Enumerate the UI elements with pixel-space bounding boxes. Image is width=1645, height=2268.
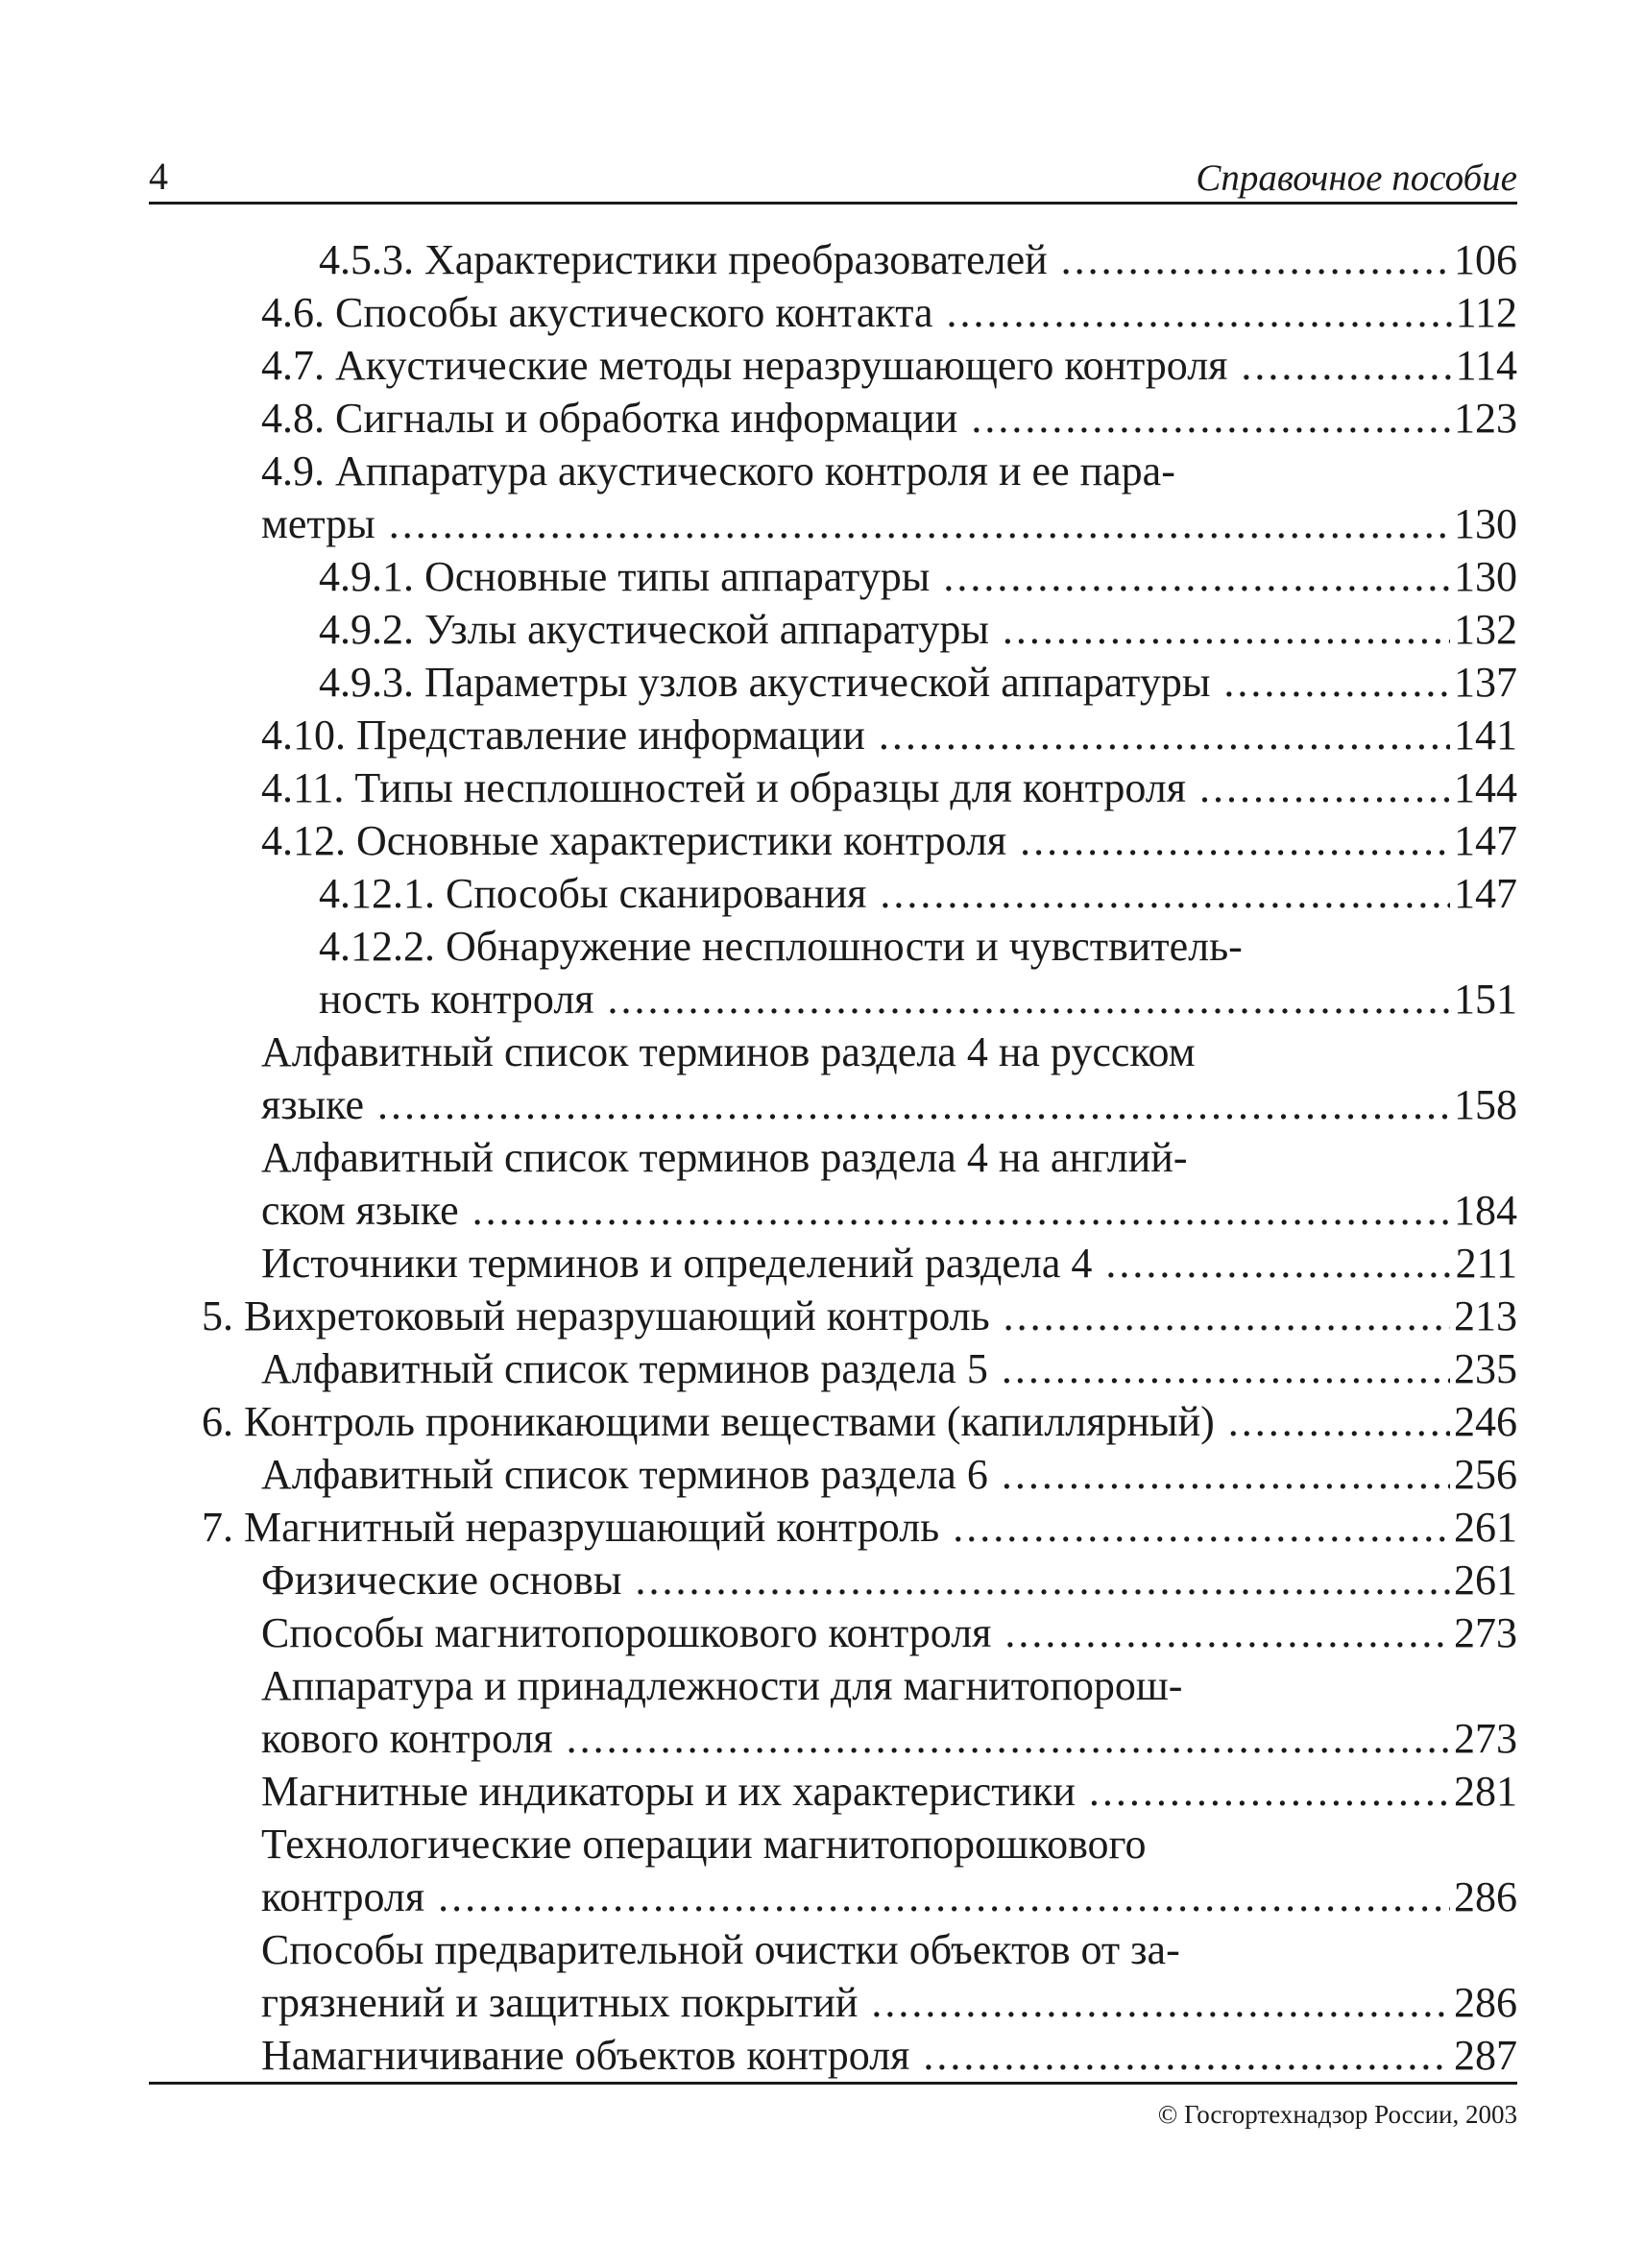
toc-page-number: 112 [1455,289,1517,336]
toc-page-number: 211 [1455,1240,1517,1287]
toc-entry-line [261,392,1517,445]
toc-entry-title-line: 4.5.3. Характеристики преобразователей [319,236,1048,283]
toc-entry [202,233,1517,286]
toc-entry-line [319,603,1517,656]
dot-leader [1002,1342,1450,1395]
toc-entry-title-line: 4.11. Типы несплошностей и образцы для контроля [261,764,1186,811]
dot-leader [1004,1290,1450,1342]
dot-leader [943,550,1450,603]
toc-entry [202,1923,1517,2029]
toc-entry-title-line: ность контроля [319,976,594,1023]
toc-entry [202,1448,1517,1501]
toc-entry-title-line: контроля [261,1873,425,1920]
toc-page-number: 106 [1454,236,1517,283]
toc-entry-title-line: 4.6. Способы акустического контакта [261,289,933,336]
toc-entry-title-line: Технологические операции магнитопорошкового [261,1821,1147,1868]
toc-page-number: 141 [1454,712,1517,759]
dot-leader [567,1712,1450,1765]
dot-leader [1003,603,1450,656]
dot-leader [923,2029,1450,2082]
toc-page-number: 261 [1454,1504,1517,1551]
toc-entry-title-line: Алфавитный список терминов раздела 4 на англий- [261,1134,1188,1181]
toc-page-number: 286 [1454,1979,1517,2026]
dot-leader [1223,656,1450,709]
toc-entry-line [261,709,1517,761]
toc-entry [202,445,1517,550]
dot-leader [1004,1606,1450,1659]
toc-page-number: 287 [1454,2032,1517,2079]
toc-page-number: 130 [1454,500,1517,547]
toc-entry [202,1290,1517,1342]
dot-leader [1105,1237,1451,1290]
toc-entry-line [261,2029,1517,2082]
dot-leader [947,286,1452,339]
toc-entry-title-line: 4.9.1. Основные типы аппаратуры [319,553,931,600]
toc-page-number: 132 [1454,606,1517,653]
toc-entry-line [261,1712,1517,1765]
toc-entry-title-line: Магнитные индикаторы и их характеристики [261,1768,1076,1815]
toc-page-number: 281 [1454,1768,1517,1815]
toc-page-number: 286 [1454,1873,1517,1920]
running-title: Справочное пособие [1196,157,1517,199]
toc-entry [202,867,1517,920]
toc-entry-title-line: 4.9. Аппаратура акустического контроля и ее пара- [261,447,1175,495]
toc-entry [202,1765,1517,1818]
dot-leader [1061,233,1450,286]
toc-page-number: 137 [1454,659,1517,706]
toc-entry-line [319,550,1517,603]
toc-entry-line [261,761,1517,814]
page-header [149,156,1517,205]
toc-entry-title-line: метры [261,500,375,547]
toc-entry-title-line: 4.9.2. Узлы акустической аппаратуры [319,606,989,653]
toc-entry-title-line: 4.12. Основные характеристики контроля [261,817,1007,864]
toc-page-number: 256 [1454,1451,1517,1498]
toc-entry-title-line: 5. Вихретоковый неразрушающий контроль [202,1292,990,1339]
toc-entry [202,709,1517,761]
toc-entry-line [261,1448,1517,1501]
toc-entry-title-line: Способы предварительной очистки объектов от за- [261,1926,1180,1973]
toc-page-number: 123 [1454,395,1517,442]
toc-entry [202,286,1517,339]
page-footer [149,2082,1517,2129]
toc-entry-line [202,1395,1517,1448]
toc-entry-line [261,1342,1517,1395]
toc-page-number: 246 [1454,1398,1517,1445]
toc-entry-line [202,1290,1517,1342]
toc-entry-title-line: 4.9.3. Параметры узлов акустической аппаратуры [319,659,1211,706]
toc-entry-title-line: кового контроля [261,1715,553,1762]
toc-entry [202,392,1517,445]
toc-entry [202,1342,1517,1395]
dot-leader [377,1078,1450,1131]
toc-page-number: 147 [1454,870,1517,917]
toc-entry-title-line: 6. Контроль проникающими веществами (капиллярный) [202,1398,1215,1445]
toc-entry [202,339,1517,392]
toc-entry-line [261,1606,1517,1659]
toc-page-number: 235 [1454,1345,1517,1392]
dot-leader [879,709,1450,761]
toc-page-number: 114 [1455,342,1517,389]
toc-entry-title-line: Способы магнитопорошкового контроля [261,1609,992,1656]
toc-entry-line [319,867,1517,920]
toc-entry [202,2029,1517,2082]
dot-leader [953,1501,1450,1554]
toc-entry-title-line: Физические основы [261,1556,622,1604]
dot-leader [1089,1765,1450,1818]
toc-entry [202,1501,1517,1554]
toc-page-number: 213 [1454,1292,1517,1339]
toc-entry [202,1395,1517,1448]
toc-entry-title-line: 4.12.2. Обнаружение несплошности и чувствитель- [319,923,1243,970]
toc-page-number: 144 [1454,764,1517,811]
toc-entry-title-line: 4.8. Сигналы и обработка информации [261,395,958,442]
page-number: 4 [149,155,168,198]
toc-entry-line [261,1554,1517,1606]
toc-entry-title-line: Алфавитный список терминов раздела 4 на русском [261,1028,1196,1075]
dot-leader [1002,1448,1450,1501]
dot-leader [472,1184,1450,1237]
dot-leader [1020,814,1450,867]
dot-leader [971,392,1450,445]
toc-entry-title-line: Аппаратура и принадлежности для магнитопорош- [261,1662,1183,1709]
toc-entry [202,1606,1517,1659]
toc-entry-title-line: грязнений и защитных покрытий [261,1979,859,2026]
toc-entry-title-line: 4.12.1. Способы сканирования [319,870,867,917]
toc-entry-line [319,233,1517,286]
dot-leader [438,1870,1450,1923]
toc-entry-line [261,1765,1517,1818]
toc-entry-line [261,339,1517,392]
toc-entry-title-line: 4.7. Акустические методы неразрушающего контроля [261,342,1228,389]
toc-entry [202,920,1517,1025]
table-of-contents [202,233,1517,2082]
toc-entry-title-line: 4.10. Представление информации [261,712,865,759]
dot-leader [635,1554,1450,1606]
toc-entry-line [319,656,1517,709]
toc-entry-title-line: 7. Магнитный неразрушающий контроль [202,1504,940,1551]
toc-page-number: 130 [1454,553,1517,600]
toc-page-number: 184 [1454,1187,1517,1234]
toc-entry [202,761,1517,814]
toc-entry-line [319,973,1517,1025]
toc-entry-line [261,1870,1517,1923]
toc-entry-line [261,286,1517,339]
toc-entry-line [261,1237,1517,1290]
toc-page-number: 273 [1454,1609,1517,1656]
toc-entry-title-line: языке [261,1081,364,1128]
toc-entry-line [261,1078,1517,1131]
toc-entry [202,603,1517,656]
toc-entry [202,550,1517,603]
copyright-notice: © Госгортехнадзор России, 2003 [1157,2100,1517,2129]
toc-entry-line [261,814,1517,867]
dot-leader [1241,339,1451,392]
toc-entry-title-line: Намагничивание объектов контроля [261,2032,910,2079]
toc-entry [202,656,1517,709]
dot-leader [1199,761,1450,814]
toc-entry-line [261,1184,1517,1237]
toc-entry-title-line: Алфавитный список терминов раздела 5 [261,1345,988,1392]
toc-page-number: 158 [1454,1081,1517,1128]
toc-entry-title-line: Алфавитный список терминов раздела 6 [261,1451,988,1498]
toc-entry-line [202,1501,1517,1554]
toc-entry-line [261,1976,1517,2029]
toc-entry [202,1237,1517,1290]
toc-entry-title-line: Источники терминов и определений раздела 4 [261,1240,1093,1287]
toc-entry [202,1025,1517,1131]
dot-leader [1228,1395,1450,1448]
toc-entry-title-line: ском языке [261,1187,459,1234]
dot-leader [871,1976,1450,2029]
dot-leader [389,497,1450,550]
toc-entry [202,1659,1517,1765]
toc-entry [202,1131,1517,1237]
toc-entry [202,1818,1517,1923]
dot-leader [880,867,1450,920]
toc-page-number: 273 [1454,1715,1517,1762]
toc-page-number: 151 [1454,976,1517,1023]
toc-entry-line [261,497,1517,550]
toc-entry [202,1554,1517,1606]
toc-page-number: 147 [1454,817,1517,864]
dot-leader [608,973,1450,1025]
toc-page-number: 261 [1454,1556,1517,1604]
toc-entry [202,814,1517,867]
